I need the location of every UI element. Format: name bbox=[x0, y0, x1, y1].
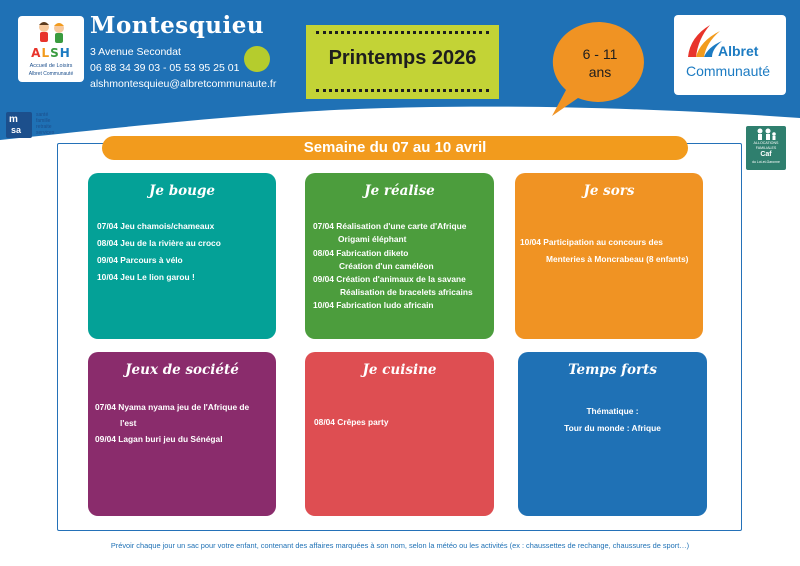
card-temps-forts bbox=[518, 352, 707, 516]
msa-logo bbox=[6, 112, 70, 140]
dotted-border-top bbox=[316, 31, 489, 34]
caf-text-1: ALLOCATIONS bbox=[753, 141, 779, 145]
age-unit: ans bbox=[588, 64, 612, 80]
activity-line: 09/04 Lagan buri jeu du Sénégal bbox=[95, 434, 223, 444]
center-phones: 06 88 34 39 03 - 05 53 95 25 01 bbox=[90, 62, 240, 74]
card-title: Je sors bbox=[583, 183, 635, 199]
activity-line: l'est bbox=[120, 418, 137, 428]
card-title: Temps forts bbox=[568, 362, 657, 378]
age-bubble bbox=[548, 18, 652, 122]
msa-text-3: retraite bbox=[36, 124, 52, 130]
albret-word: Albret bbox=[718, 43, 759, 59]
footer-note: Prévoir chaque jour un sac pour votre enfant, contenant des affaires marquées à son nom, selon la météo ou les activités (ex : chaussettes de rechange, chaussures de sport…) bbox=[110, 541, 690, 550]
season-box bbox=[306, 25, 499, 99]
activity-line: 10/04 Jeu Le lion garou ! bbox=[97, 272, 195, 282]
decorative-dot bbox=[244, 46, 270, 72]
card-je-realise bbox=[305, 173, 494, 339]
caf-logo bbox=[746, 126, 786, 170]
activity-line: 08/04 Jeu de la rivière au croco bbox=[97, 238, 221, 248]
card-jeux-de-societe bbox=[88, 352, 276, 516]
children-illustration-icon bbox=[34, 20, 70, 46]
theme-label: Thématique : bbox=[586, 406, 639, 416]
activity-line: Réalisation de bracelets africains bbox=[340, 287, 473, 297]
activity-line: Création d'un caméléon bbox=[339, 261, 434, 271]
activity-line: Menteries à Moncrabeau (8 enfants) bbox=[546, 254, 689, 264]
activity-line: 09/04 Parcours à vélo bbox=[97, 255, 183, 265]
alsh-logo bbox=[18, 16, 84, 82]
card-title: Je cuisine bbox=[362, 362, 437, 378]
week-banner: Semaine du 07 au 10 avril bbox=[102, 136, 688, 160]
albret-communaute-logo bbox=[674, 15, 786, 95]
age-range: 6 - 11 bbox=[582, 46, 618, 62]
msa-text-1: santé bbox=[36, 112, 49, 118]
activity-line: 09/04 Création d'animaux de la savane bbox=[313, 274, 466, 284]
alsh-subtitle: Accueil de Loisirs bbox=[29, 63, 73, 69]
activity-line: 08/04 Crêpes party bbox=[314, 417, 389, 427]
card-title: Je réalise bbox=[364, 183, 435, 199]
activity-line: 07/04 Nyama nyama jeu de l'Afrique de bbox=[95, 402, 250, 412]
card-je-bouge bbox=[88, 173, 276, 339]
caf-text-4: du Lot-et-Garonne bbox=[752, 160, 780, 164]
center-email[interactable]: alshmontesquieu@albretcommunaute.fr bbox=[90, 78, 277, 90]
card-title: Jeux de société bbox=[125, 362, 239, 378]
msa-text-4: services bbox=[36, 130, 55, 136]
family-icon bbox=[746, 127, 786, 141]
card-je-cuisine bbox=[305, 352, 494, 516]
season-title: Printemps 2026 bbox=[328, 47, 477, 69]
activity-line: Origami éléphant bbox=[338, 234, 407, 244]
activity-line: 10/04 Fabrication ludo africain bbox=[313, 300, 434, 310]
activity-line: 07/04 Réalisation d'une carte d'Afrique bbox=[313, 221, 467, 231]
dotted-border-bottom bbox=[316, 89, 489, 92]
msa-mark: m sa bbox=[6, 112, 32, 138]
activity-line: 10/04 Participation au concours des bbox=[520, 237, 663, 247]
theme-value: Tour du monde : Afrique bbox=[564, 423, 661, 433]
activity-line: 08/04 Fabrication diketo bbox=[313, 248, 409, 258]
alsh-subtitle-2: Albret Communauté bbox=[28, 71, 74, 77]
caf-text-3: Caf bbox=[760, 151, 772, 158]
card-title: Je bouge bbox=[149, 183, 215, 199]
caf-text-2: FAMILIALES bbox=[755, 146, 777, 150]
alsh-wordmark: ALSH bbox=[31, 46, 71, 60]
activity-line: 07/04 Jeu chamois/chameaux bbox=[97, 221, 215, 231]
center-address: 3 Avenue Secondat bbox=[90, 46, 181, 58]
card-je-sors bbox=[515, 173, 703, 339]
center-name: Montesquieu bbox=[90, 12, 265, 39]
communaute-word: Communauté bbox=[686, 63, 771, 79]
msa-text-2: famille bbox=[36, 118, 51, 124]
